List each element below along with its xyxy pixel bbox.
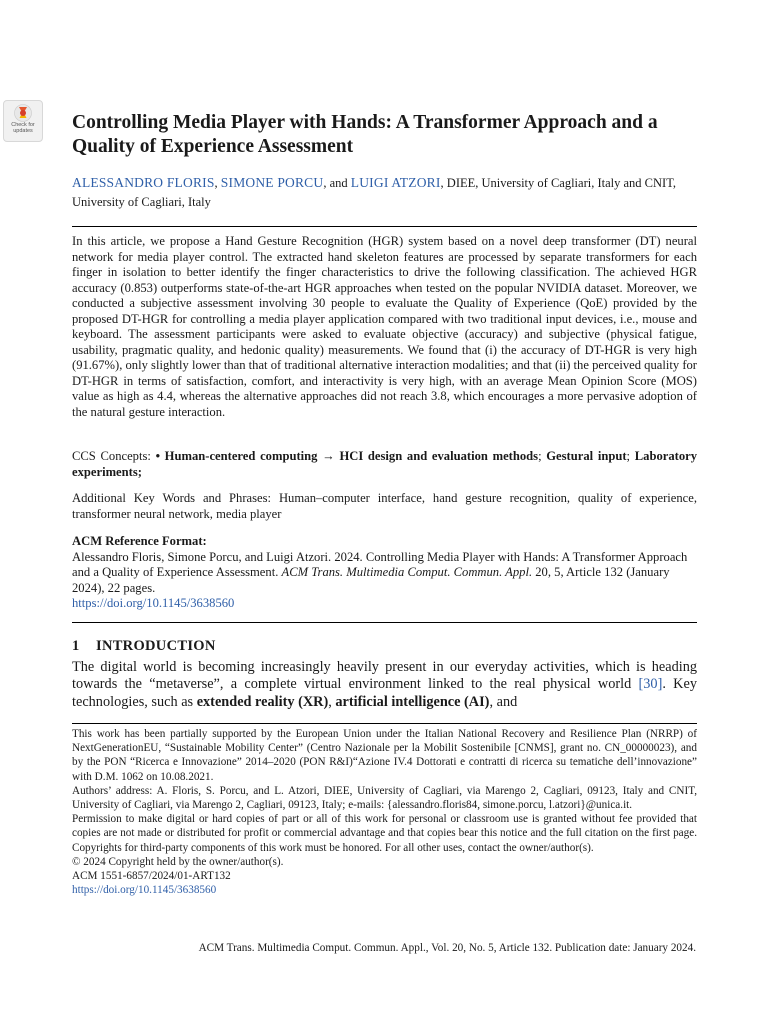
- keywords: [72, 491, 697, 522]
- author-separator: ,: [214, 176, 221, 190]
- citation-text: Alessandro Floris, Simone Porcu, and Luigi Atzori. 2024. Controlling Media Player with Hands: A Transformer Approach and a Quality of Experience Assessment.: [72, 549, 688, 579]
- keywords-label: Additional Key Words and Phrases:: [72, 491, 279, 505]
- footnotes: [72, 727, 697, 897]
- reference-doi-link[interactable]: https://doi.org/10.1145/3638560: [72, 596, 235, 610]
- keywords-text: Human–computer interface, hand gesture recognition, quality of experience, transformer neural network, media player: [72, 491, 697, 521]
- introduction-paragraph: [72, 659, 697, 711]
- author-name[interactable]: LUIGI ATZORI: [350, 175, 441, 190]
- acm-reference-format: [72, 534, 697, 612]
- intro-text: . Key technologies, such as: [72, 676, 698, 710]
- abstract-top-rule: [72, 226, 697, 227]
- citation-tail: 20, 5, Article 132 (January 2024), 22 pages.: [72, 565, 670, 595]
- citation-journal: ACM Trans. Multimedia Comput. Commun. Appl.: [281, 565, 533, 579]
- issn-note: ACM 1551-6857/2024/01-ART132: [72, 870, 231, 883]
- ccs-concepts: [72, 449, 697, 480]
- check-for-updates-label: Check for updates: [11, 122, 35, 134]
- paper-title: Controlling Media Player with Hands: A Transformer Approach and a Quality of Experience Assessment: [72, 112, 658, 157]
- ccs-item: Gestural input: [546, 449, 627, 463]
- reference-heading: ACM Reference Format:: [72, 534, 207, 548]
- ccs-separator: ;: [538, 449, 547, 463]
- ccs-item: • Human-centered computing: [155, 449, 318, 463]
- author-separator: ,: [440, 176, 447, 190]
- copyright-note: © 2024 Copyright held by the owner/author(s).: [72, 855, 284, 868]
- abstract: In this article, we propose a Hand Gesture Recognition (HGR) system based on a novel deep transformer (DT) neural network for media player control. The extracted hand skeleton features are processed by separate transformers for each finger in isolation to better identify the finger characteristics to drive the following classification. The achieved HGR accuracy (0.853) outperforms state-of-the-art HGR approaches when tested on the popular NVIDIA dataset. Moreover, we conducted a subjective assessment involving 30 people to evaluate the Quality of Experience (QoE) provided by the proposed DT-HGR for controlling a media player application compared with two traditional input devices, i.e., mouse and keyboard. The assessment participants were asked to evaluate objective (accuracy) and subjective (physical fatigue, usability, pragmatic quality, and hedonic quality) measurements. We found that (i) the accuracy of DT-HGR is very high (91.67%), only slightly lower than that of traditional alternative interaction modalities; and that (ii) the perceived quality for DT-HGR in terms of satisfaction, comfort, and interactivity is very high, with an average Mean Opinion Score (MOS) value as high as 4.4, whereas the alternative approaches did not reach 3.8, which encourages a more pervasive adoption of the natural gesture interaction.: [72, 234, 697, 419]
- intro-text: , and: [489, 693, 518, 710]
- ccs-label: CCS Concepts:: [72, 449, 156, 463]
- funding-note: This work has been partially supported by the European Union under the Italian National Recovery and Resilience Plan (NRRP) of NextGenerationEU, “Sustainable Mobility Center” (Centro Nazionale per la Mobilit Sostenibile [CNMS], grant no. CN_00000023), and by the PON “Ricerca e Innovazione” 2014–2020 (PON R&I)“Azione IV.4 Dottorati e contratti di ricerca su tematiche dell’innovazione” with D.M. 1062 on 10.08.2021.: [72, 728, 697, 783]
- section-heading: [72, 638, 697, 655]
- ccs-item: Laboratory experiments;: [72, 449, 698, 479]
- permission-note: Permission to make digital or hard copies of part or all of this work for personal or classroom use is granted without fee provided that copies are not made or distributed for profit or commercial advantage and that copies bear this notice and the full citation on the first page. Copyrights for third-party components of this work must be honored. For all other uses, contact the owner/author(s).: [72, 813, 697, 854]
- author-name[interactable]: SIMONE PORCU: [220, 175, 324, 190]
- section-title: INTRODUCTION: [96, 638, 216, 654]
- address-note: Authors’ address: A. Floris, S. Porcu, and L. Atzori, DIEE, University of Cagliari, via Marengo 2, Cagliari, 09123, Italy and CNIT, University of Cagliari, via Marengo 2, Cagliari, 09123, Italy; e-mails: {alessandro.floris84, simone.porcu, l.atzori}@unica.it.: [72, 784, 697, 812]
- intro-text: ,: [328, 693, 336, 710]
- author-separator: , and: [323, 176, 351, 190]
- check-for-updates-badge[interactable]: [3, 100, 43, 142]
- citation-link[interactable]: [30]: [638, 676, 663, 693]
- author-affiliation: DIEE, University of Cagliari, Italy and CNIT, University of Cagliari, Italy: [72, 176, 677, 209]
- ccs-item: HCI design and evaluation methods: [339, 449, 539, 463]
- term-ai: artificial intelligence (AI): [335, 693, 490, 710]
- section-rule: [72, 622, 697, 623]
- bookmark-icon: [14, 104, 32, 122]
- ccs-separator: ;: [626, 449, 635, 463]
- author-block: [72, 173, 697, 212]
- term-xr: extended reality (XR): [196, 693, 329, 710]
- reference-citation: [72, 550, 697, 597]
- intro-text: The digital world is becoming increasingly heavily present in our everyday activities, which is heading towards the “metaverse”, a complete virtual environment linked to the real physical world: [72, 659, 697, 693]
- page-footer: ACM Trans. Multimedia Comput. Commun. Appl., Vol. 20, No. 5, Article 132. Publication date: January 2024.: [198, 942, 696, 954]
- ccs-arrow: →: [317, 449, 340, 463]
- section-number: 1: [72, 638, 80, 654]
- footnote-doi-link[interactable]: https://doi.org/10.1145/3638560: [72, 884, 217, 897]
- footnote-rule: [72, 723, 697, 724]
- author-name[interactable]: ALESSANDRO FLORIS: [72, 175, 215, 190]
